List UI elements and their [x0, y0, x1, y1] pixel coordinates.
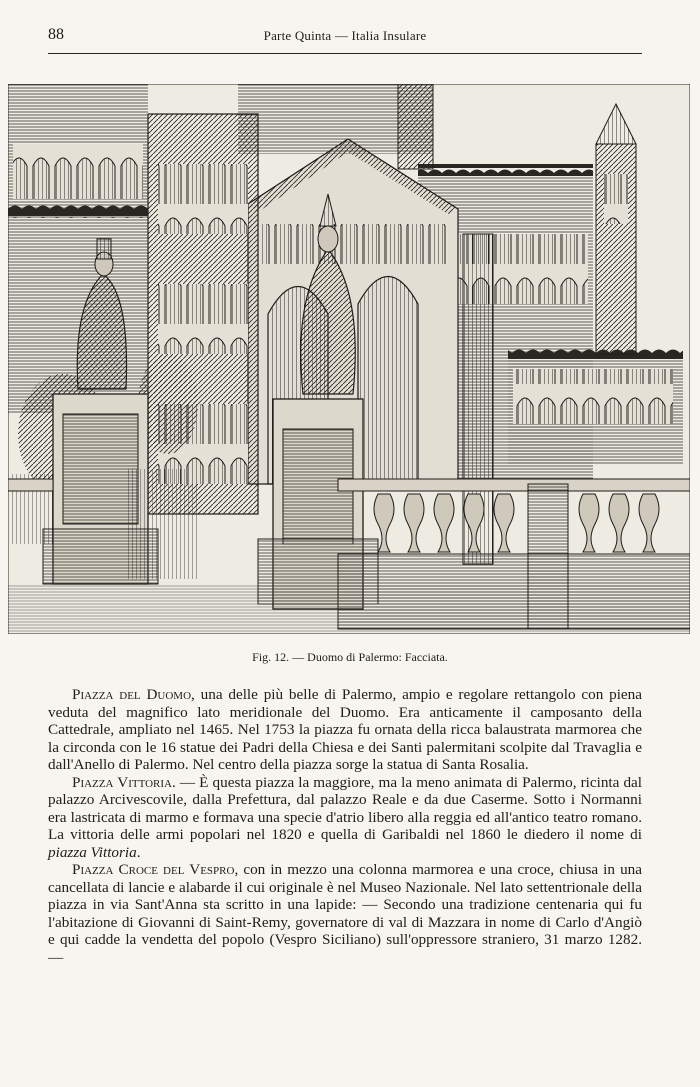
paragraph-heading: Piazza Vittoria: [72, 773, 173, 791]
page-number: 88: [48, 26, 64, 43]
figure-caption: Fig. 12. — Duomo di Palermo: Facciata.: [252, 650, 448, 664]
paragraph-heading: Piazza Croce del Vespro: [72, 861, 235, 878]
paragraph-heading: Piazza del Duomo: [72, 686, 192, 703]
paragraph-text: , una delle più belle di Palermo, ampio e regolare rettangolo con piena veduta del magnifico lato meridionale del Duomo. Era anticamente il camposanto della Cattedrale, ampliato nel 1465. Nel 1753 la piazza fu ornata della ricca balaustrata marmorea che la circonda con le 16 statue dei Padri della Chiesa e dei Santi palermitani scolpite dal Travaglia e dall'Anello di Palermo. Nel centro della piazza sorge la statua di Santa Rosalia.: [48, 686, 642, 773]
paragraph-piazza-croce-vespro: [48, 861, 642, 966]
paragraph-piazza-vittoria: [48, 774, 642, 862]
body-text: [48, 686, 642, 966]
running-head: Parte Quinta — Italia Insulare: [263, 28, 427, 43]
paragraph-text: , con in mezzo una colonna marmorea e una croce, chiusa in una cancellata di lancie e alabarde il cui originale è nel Museo Nazionale. Nel lato settentrionale della piazza in via Sant'Anna sta scritto in una lapide: — Secondo una tradizione centenaria qui fu l'abitazione di Giovanni di Saint-Remy, governatore di val di Mazzara in nome di Carlo d'Angiò e qui cadde la vendetta del popolo (Vespro Siciliano) sull'oppressore straniero, 31 marzo 1282. —: [48, 861, 642, 966]
paragraph-tail: .: [136, 843, 141, 861]
engraving-illustration: [8, 84, 690, 634]
page-header: [48, 26, 642, 48]
header-rule: [48, 53, 642, 54]
paragraph-italic: piazza Vittoria: [48, 843, 137, 861]
paragraph-text: . — È questa piazza la maggiore, ma la meno animata di Palermo, ricinta dal palazzo Arcivescovile, dalla Prefettura, dal palazzo Reale e da due Caserme. Sotto i Normanni era lastricata di marmo e formava una specie d'atrio libero alla reggia ed all'antico teatro romano. La vittoria delle armi popolari nel 1820 e quella di Garibaldi nel 1860 le diedero il nome di: [48, 773, 643, 843]
paragraph-piazza-duomo: [48, 686, 642, 774]
